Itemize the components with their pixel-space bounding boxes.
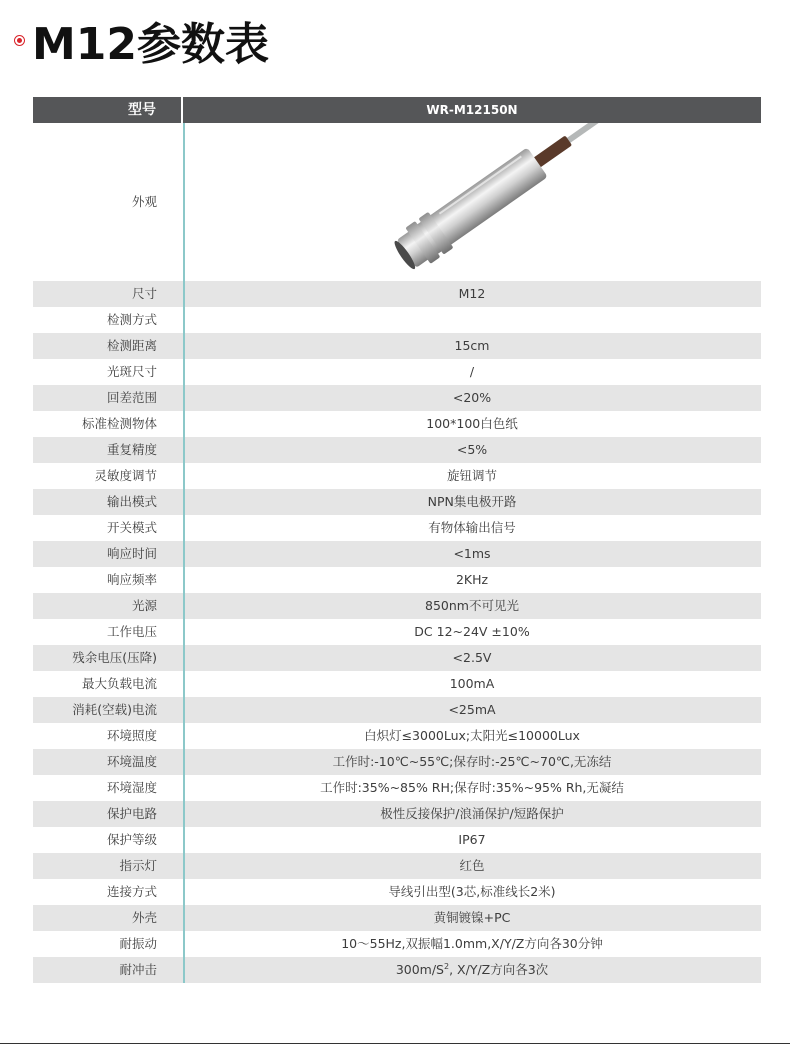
row-label: 回差范围 (106, 390, 157, 405)
row-value: 100*100白色纸 (426, 416, 518, 431)
row-value: DC 12~24V ±10% (414, 624, 530, 639)
row-label: 连接方式 (106, 884, 157, 899)
row-label: 最大负载电流 (81, 676, 157, 691)
spec-row (33, 827, 761, 853)
spec-row (33, 645, 761, 671)
appearance-row (33, 123, 761, 281)
spec-row (33, 749, 761, 775)
row-label: 检测方式 (106, 312, 157, 327)
value-superscript: 2 (444, 961, 450, 971)
spec-row (33, 333, 761, 359)
row-label: 重复精度 (106, 442, 157, 457)
bottom-rule (0, 1043, 790, 1044)
row-label: 保护等级 (106, 832, 157, 847)
title-area (14, 10, 269, 70)
spec-row (33, 515, 761, 541)
spec-row (33, 931, 761, 957)
row-label: 输出模式 (106, 494, 157, 509)
row-value: 工作时:-10℃~55℃;保存时:-25℃~70℃,无冻结 (332, 754, 612, 769)
row-value: <20% (452, 390, 492, 405)
row-label: 外壳 (131, 910, 157, 925)
row-label: 开关模式 (106, 520, 157, 535)
row-label: 耐冲击 (119, 962, 157, 977)
row-value (183, 307, 761, 333)
row-label: 标准检测物体 (81, 416, 157, 431)
spec-row (33, 957, 761, 983)
row-label: 灵敏度调节 (94, 468, 157, 483)
page-title: M12参数表 (32, 19, 270, 70)
row-value: 10～55Hz,双振幅1.0mm,X/Y/Z方向各30分钟 (341, 936, 603, 951)
row-value: <2.5V (452, 650, 492, 665)
spec-row (33, 463, 761, 489)
header-label: 型号 (33, 97, 183, 123)
row-value: 红色 (459, 858, 485, 873)
spec-row (33, 853, 761, 879)
table-header (33, 97, 761, 123)
value-suffix: , X/Y/Z方向各3次 (449, 962, 549, 977)
spec-row (33, 905, 761, 931)
row-label: 消耗(空载)电流 (72, 702, 157, 717)
row-label: 检测距离 (106, 338, 157, 353)
row-value: 白炽灯≤3000Lux;太阳光≤10000Lux (364, 728, 580, 743)
row-value: <1ms (453, 546, 491, 561)
row-value: NPN集电极开路 (427, 494, 517, 509)
row-label: 外观 (131, 194, 157, 209)
row-value: 有物体输出信号 (428, 520, 516, 535)
row-value: 2KHz (455, 572, 489, 587)
target-bullet-icon (14, 35, 25, 46)
spec-row (33, 437, 761, 463)
row-label: 环境湿度 (106, 780, 157, 795)
row-value (183, 957, 761, 983)
row-value: IP67 (458, 832, 486, 847)
row-label: 光源 (131, 598, 157, 613)
row-label: 工作电压 (106, 624, 157, 639)
spec-row (33, 385, 761, 411)
value-prefix: 300m/S (395, 962, 444, 977)
row-label: 光斑尺寸 (106, 364, 157, 379)
row-label: 指示灯 (119, 858, 157, 873)
spec-row (33, 489, 761, 515)
row-label: 响应时间 (106, 546, 157, 561)
row-label: 响应频率 (106, 572, 157, 587)
spec-row (33, 567, 761, 593)
spec-table (33, 97, 761, 983)
spec-row (33, 697, 761, 723)
row-value: <5% (456, 442, 488, 457)
spec-row (33, 671, 761, 697)
spec-row (33, 879, 761, 905)
spec-row (33, 359, 761, 385)
row-value: 工作时:35%~85% RH;保存时:35%~95% Rh,无凝结 (320, 780, 624, 795)
row-label: 残余电压(压降) (72, 650, 157, 665)
row-value: 极性反接保护/浪涌保护/短路保护 (380, 806, 564, 821)
row-label: 环境温度 (106, 754, 157, 769)
spec-row (33, 593, 761, 619)
row-label: 保护电路 (106, 806, 157, 821)
row-value: 15cm (454, 338, 490, 353)
row-label: 尺寸 (131, 286, 157, 301)
row-value: 100mA (449, 676, 495, 691)
row-value: 旋钮调节 (446, 468, 497, 483)
row-value: 850nm不可见光 (425, 598, 519, 613)
spec-row (33, 619, 761, 645)
row-value: M12 (458, 286, 486, 301)
row-value: <25mA (448, 702, 496, 717)
spec-row (33, 281, 761, 307)
model-number: WR-M12150N (426, 103, 518, 117)
row-label: 环境照度 (106, 728, 157, 743)
spec-row (33, 411, 761, 437)
row-value: 导线引出型(3芯,标准线长2米) (388, 884, 556, 899)
row-value: 黄铜镀镍+PC (433, 910, 511, 925)
row-value: / (469, 364, 475, 379)
table-body (33, 123, 761, 983)
sensor-image (184, 123, 760, 281)
spec-row (33, 775, 761, 801)
spec-row (33, 541, 761, 567)
spec-row (33, 723, 761, 749)
spec-row (33, 307, 761, 333)
spec-row (33, 801, 761, 827)
product-image (183, 123, 761, 281)
row-label: 耐振动 (119, 936, 157, 951)
